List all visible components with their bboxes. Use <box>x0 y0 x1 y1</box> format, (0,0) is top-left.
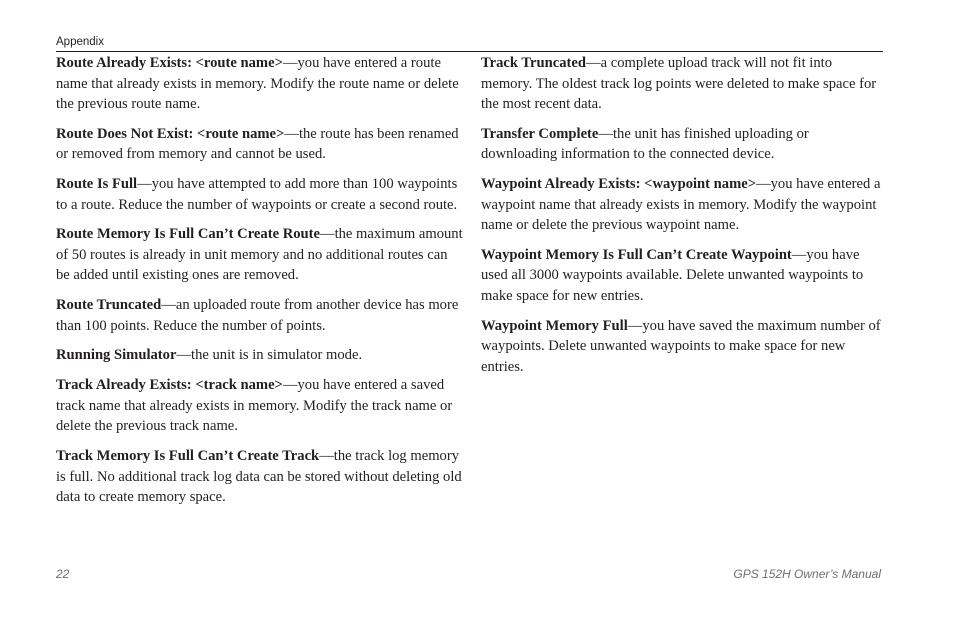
message-description: —you have entered a waypoint name that already exists in memory. Modify the waypoint name or delete the previous waypoint name. <box>481 176 881 234</box>
message-description: —you have saved the maximum number of waypoints. Delete unwanted waypoints to make space for new entries. <box>481 317 881 375</box>
message-term: Track Truncated <box>481 55 586 71</box>
message-description: —an uploaded route from another device has more than 100 points. Reduce the number of points. <box>56 297 459 334</box>
left-column <box>56 53 464 517</box>
manual-title: GPS 152H Owner’s Manual <box>733 567 881 581</box>
message-description: —you have attempted to add more than 100 waypoints to a route. Reduce the number of waypoints or create a second route. <box>56 176 458 213</box>
message-description: —the unit has finished uploading or downloading information to the connected device. <box>481 125 809 163</box>
message-description: —the unit is in simulator mode. <box>176 347 363 364</box>
message-term: Track Memory Is Full Can’t Create Track <box>56 448 320 465</box>
page-number: 22 <box>56 567 70 581</box>
message-term: Route Already Exists: <route name> <box>56 55 283 71</box>
header-divider <box>56 51 883 52</box>
message-description: —a complete upload track will not fit into memory. The oldest track log points were deleted to make space for the most recent data. <box>481 55 877 112</box>
message-entry <box>56 375 464 437</box>
message-term: Route Is Full <box>56 176 138 193</box>
message-term: Transfer Complete <box>481 125 599 142</box>
message-entry <box>56 53 464 115</box>
message-entry <box>56 446 464 508</box>
message-entry <box>56 224 464 286</box>
message-entry <box>481 124 886 165</box>
message-entry <box>481 316 886 378</box>
message-term: Route Does Not Exist: <route name> <box>56 125 285 142</box>
message-entry <box>56 295 464 336</box>
message-entry <box>481 245 886 307</box>
message-entry <box>56 345 464 366</box>
message-entry <box>481 174 886 236</box>
message-term: Waypoint Already Exists: <waypoint name> <box>481 176 757 193</box>
message-description: —the route has been renamed or removed from memory and cannot be used. <box>56 125 459 163</box>
message-term: Track Already Exists: <track name> <box>56 377 283 394</box>
message-term: Waypoint Memory Is Full Can’t Create Waypoint <box>481 246 792 263</box>
message-term: Route Memory Is Full Can’t Create Route <box>56 226 320 243</box>
message-term: Waypoint Memory Full <box>481 317 628 334</box>
message-description: —you have entered a saved track name that already exists in memory. Modify the track name or delete the previous track name. <box>56 377 453 435</box>
message-term: Running Simulator <box>56 347 177 364</box>
message-entry <box>56 124 464 165</box>
section-header: Appendix <box>56 36 104 48</box>
message-description: —the maximum amount of 50 routes is already in unit memory and no additional routes can be added until existing ones are removed. <box>56 226 463 284</box>
message-term: Route Truncated <box>56 297 162 314</box>
message-entry <box>56 174 464 215</box>
message-description: —the track log memory is full. No additional track log data can be stored without deleting old data to create memory space. <box>56 448 462 506</box>
message-entry <box>481 53 886 115</box>
right-column <box>481 53 886 386</box>
message-description: —you have entered a route name that already exists in memory. Modify the route name or delete the previous route name. <box>56 55 459 112</box>
message-description: —you have used all 3000 waypoints available. Delete unwanted waypoints to make space for new entries. <box>481 246 864 304</box>
